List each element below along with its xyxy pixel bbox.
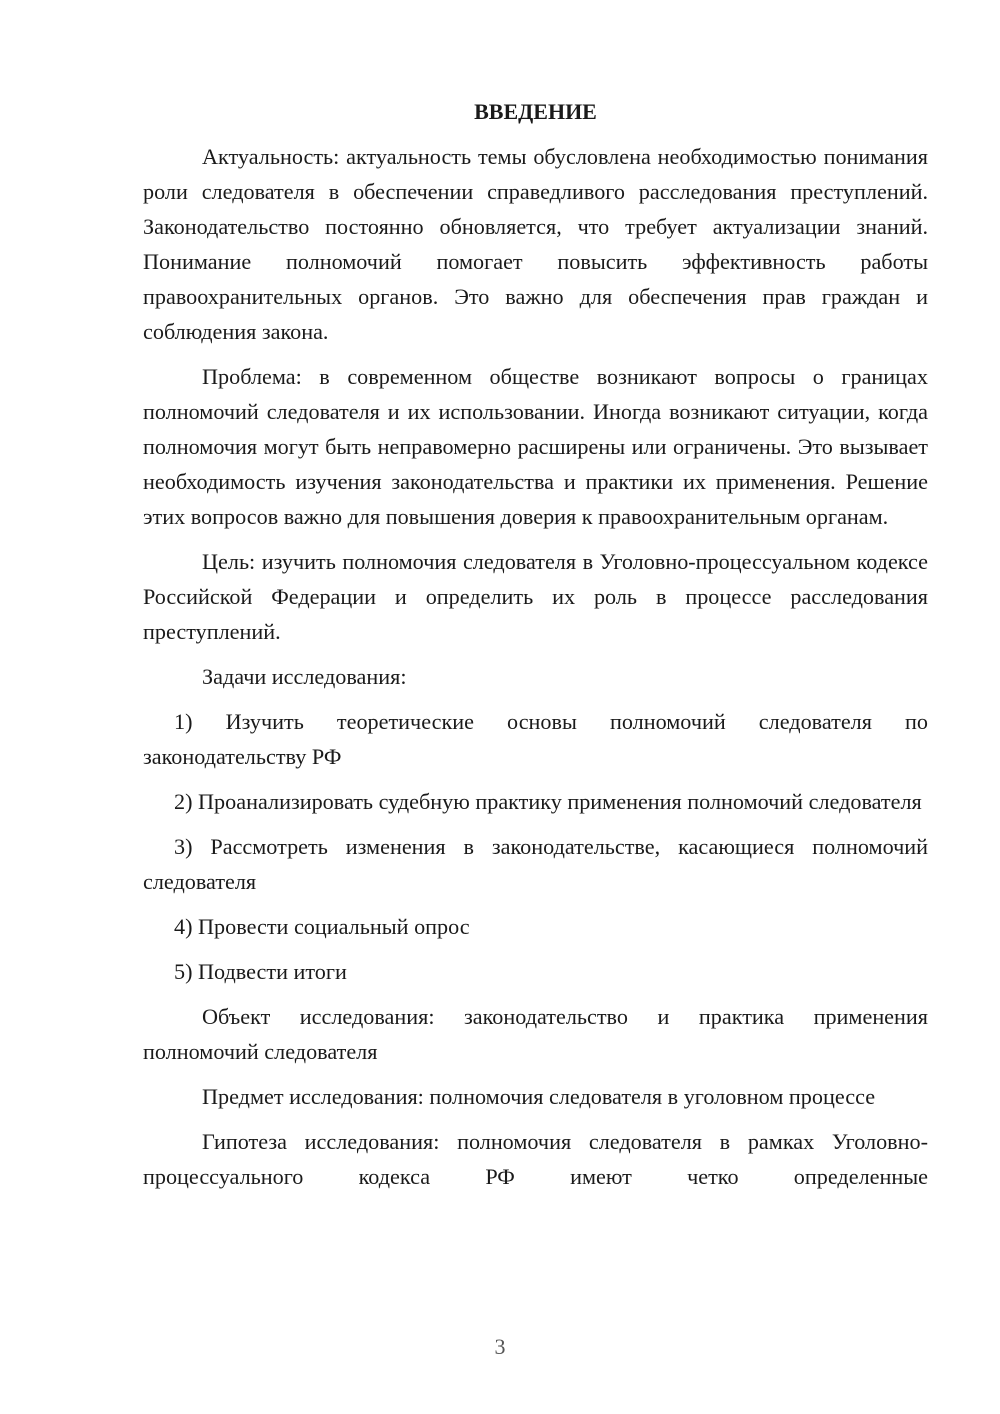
paragraph-hypothesis: Гипотеза исследования: полномочия следователя в рамках Уголовно-процессуального кодекса РФ имеют четко определенные xyxy=(143,1129,928,1189)
page-number: 3 xyxy=(494,1334,506,1359)
task-item-1: 1) Изучить теоретические основы полномочий следователя по законодательству РФ xyxy=(143,709,928,769)
paragraph-tasks-heading: Задачи исследования: xyxy=(202,664,407,689)
task-item-5: 5) Подвести итоги xyxy=(174,959,347,984)
paragraph-subject: Предмет исследования: полномочия следователя в уголовном процессе xyxy=(202,1084,876,1109)
task-item-2: 2) Проанализировать судебную практику применения полномочий следователя xyxy=(174,789,922,814)
paragraph-relevance: Актуальность: актуальность темы обусловлена необходимостью понимания роли следователя в обеспечении справедливого расследования преступлений. Законодательство постоянно обновляется, что требует актуализации знаний. Понимание полномочий помогает повысить эффективность работы правоохранительных органов. Это важно для обеспечения прав граждан и соблюдения закона. xyxy=(143,144,928,344)
task-item-3: 3) Рассмотреть изменения в законодательстве, касающиеся полномочий следователя xyxy=(143,834,928,894)
paragraph-object: Объект исследования: законодательство и практика применения полномочий следователя xyxy=(143,1004,928,1064)
task-item-4: 4) Провести социальный опрос xyxy=(174,914,470,939)
paragraph-problem: Проблема: в современном обществе возникают вопросы о границах полномочий следователя и их использовании. Иногда возникают ситуации, когда полномочия могут быть неправомерно расширены или ограничены. Это вызывает необходимость изучения законодательства и практики их применения. Решение этих вопросов важно для повышения доверия к правоохранительным органам. xyxy=(143,364,928,529)
document-page xyxy=(143,94,928,1194)
page-title: ВВЕДЕНИЕ xyxy=(474,99,597,124)
paragraph-goal: Цель: изучить полномочия следователя в Уголовно-процессуальном кодексе Российской Федерации и определить их роль в процессе расследования преступлений. xyxy=(143,549,928,644)
